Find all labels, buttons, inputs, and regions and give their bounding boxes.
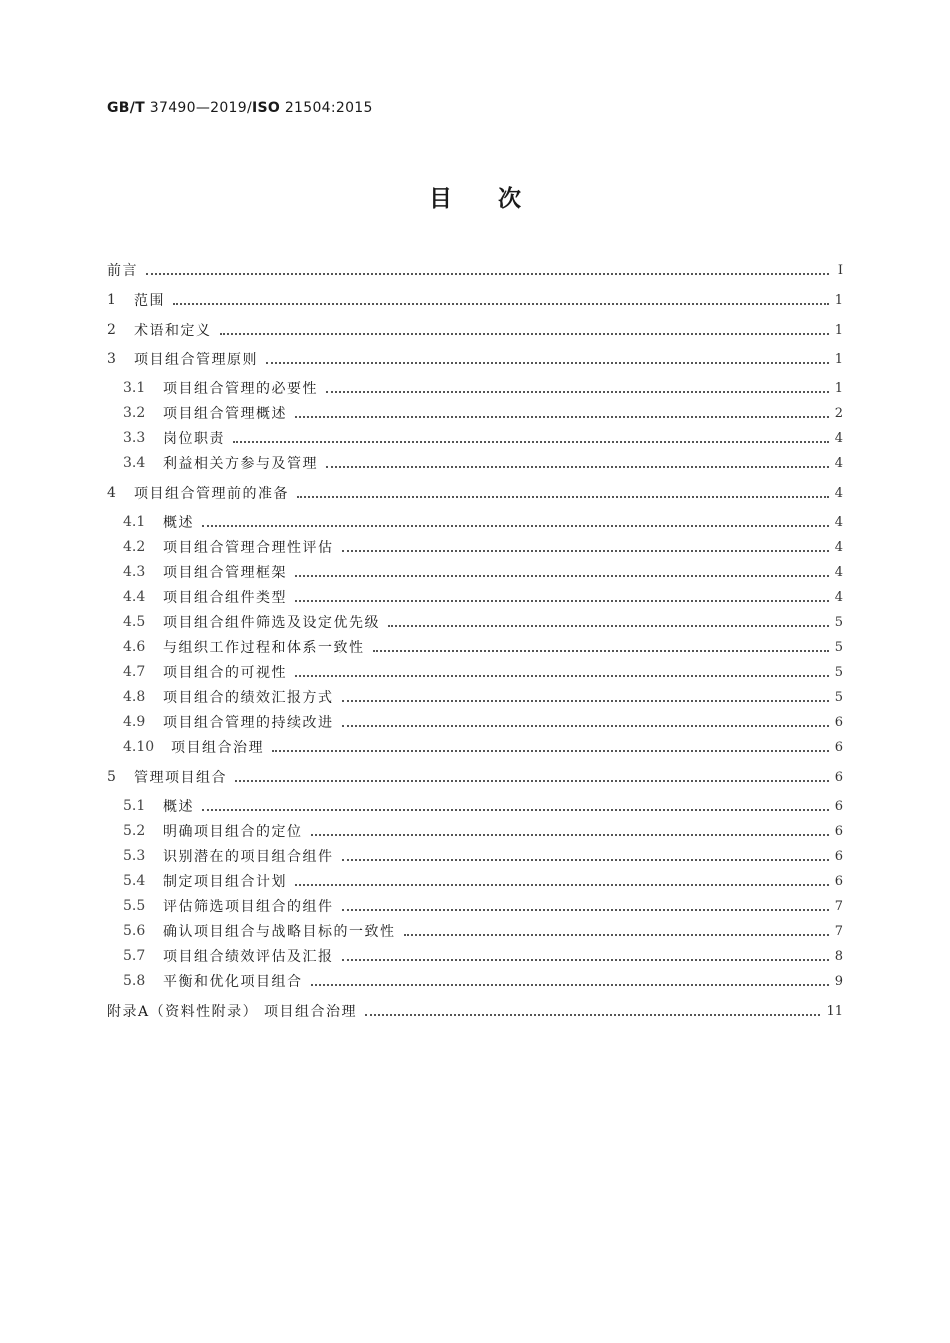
toc-leader-dots [295, 416, 829, 418]
toc-entry-title: 评估筛选项目组合的组件 [163, 899, 334, 915]
toc-entry[interactable] [107, 426, 843, 450]
toc-entry-title: 利益相关方参与及管理 [163, 456, 318, 472]
toc-leader-dots [173, 303, 829, 305]
toc-entry[interactable] [107, 258, 843, 282]
toc-entry-title: 识别潜在的项目组合组件 [163, 849, 334, 865]
toc-entry-number: 4.7 [123, 664, 146, 680]
toc-entry-title: 项目组合绩效评估及汇报 [163, 949, 334, 965]
toc-entry-number: 2 [107, 322, 116, 338]
toc-entry-page: 5 [834, 664, 843, 680]
toc-entry-title: 项目组合组件类型 [163, 590, 287, 606]
toc-leader-dots [233, 441, 829, 443]
toc-leader-dots [311, 984, 829, 986]
toc-entry[interactable] [107, 999, 843, 1023]
toc-entry[interactable] [107, 481, 843, 505]
toc-entry-title: 前言 [107, 263, 138, 279]
toc-entry-title: 项目组合管理的持续改进 [163, 715, 334, 731]
toc-leader-dots [235, 780, 829, 782]
toc-entry-page: 5 [834, 639, 843, 655]
toc-entry-number: 4.4 [123, 589, 146, 605]
toc-leader-dots [272, 750, 829, 752]
toc-leader-dots [326, 391, 829, 393]
toc-entry[interactable] [107, 765, 843, 789]
toc-entry[interactable] [107, 347, 843, 371]
toc-entry[interactable] [107, 288, 843, 312]
toc-entry-page: 4 [834, 485, 843, 501]
toc-entry-page: 6 [834, 769, 843, 785]
toc-leader-dots [342, 959, 829, 961]
toc-entry[interactable] [107, 585, 843, 609]
toc-leader-dots [295, 600, 829, 602]
toc-entry[interactable] [107, 710, 843, 734]
toc-leader-dots [202, 525, 829, 527]
toc-entry-page: 1 [834, 322, 843, 338]
toc-entry-number: 4.8 [123, 689, 146, 705]
toc-entry-number: 5.8 [123, 973, 146, 989]
toc-entry-title: 概述 [163, 515, 194, 531]
toc-entry-page: 6 [834, 823, 843, 839]
toc-entry-number: 4.2 [123, 539, 146, 555]
toc-entry-number: 5 [107, 769, 116, 785]
toc-entry-number: 4.5 [123, 614, 146, 630]
toc-entry-page: 1 [834, 380, 843, 396]
toc-entry-number: 5.1 [123, 798, 146, 814]
toc-entry-page: 6 [834, 739, 843, 755]
standard-number-gb: 37490—2019/ [149, 100, 252, 116]
toc-entry-title: 项目组合管理的必要性 [163, 381, 318, 397]
toc-entry[interactable] [107, 919, 843, 943]
toc-leader-dots [295, 884, 829, 886]
toc-leader-dots [266, 362, 829, 364]
standard-number [107, 100, 373, 116]
toc-leader-dots [342, 700, 829, 702]
toc-entry-page: 4 [834, 539, 843, 555]
toc-entry[interactable] [107, 660, 843, 684]
toc-entry-page: 5 [834, 614, 843, 630]
toc-leader-dots [295, 575, 829, 577]
toc-entry-title: 术语和定义 [134, 323, 212, 339]
toc-entry-number: 3.1 [123, 380, 146, 396]
toc-entry[interactable] [107, 401, 843, 425]
toc-entry-title: 与组织工作过程和体系一致性 [163, 640, 365, 656]
toc-entry[interactable] [107, 894, 843, 918]
toc-entry-number: 3.3 [123, 430, 146, 446]
standard-code-iso: ISO [251, 100, 281, 116]
toc-entry-title: 项目组合的可视性 [163, 665, 287, 681]
toc-entry-title: 概述 [163, 799, 194, 815]
toc-entry-title: 范围 [134, 293, 165, 309]
toc-entry-number: 4 [107, 485, 116, 501]
toc-leader-dots [202, 809, 829, 811]
toc-entry-number: 3.4 [123, 455, 146, 471]
toc-entry-page: 4 [834, 564, 843, 580]
toc-entry-number: 4.9 [123, 714, 146, 730]
toc-entry-title: 项目组合的绩效汇报方式 [163, 690, 334, 706]
toc-entry-title: 项目组合组件筛选及设定优先级 [163, 615, 380, 631]
toc-entry[interactable] [107, 869, 843, 893]
toc-entry-number: 5.4 [123, 873, 146, 889]
toc-entry-number: 3.2 [123, 405, 146, 421]
toc-leader-dots [342, 859, 829, 861]
toc-leader-dots [388, 625, 829, 627]
toc-entry-title: 明确项目组合的定位 [163, 824, 303, 840]
toc-entry[interactable] [107, 510, 843, 534]
toc-entry-title: 项目组合管理概述 [163, 406, 287, 422]
toc-entry[interactable] [107, 735, 843, 759]
toc-entry[interactable] [107, 535, 843, 559]
toc-entry[interactable] [107, 819, 843, 843]
toc-leader-dots [311, 834, 829, 836]
toc-entry-page: 4 [834, 430, 843, 446]
standard-code-gb: GB/T [107, 100, 146, 116]
toc-entry-number: 5.5 [123, 898, 146, 914]
toc-entry-title: 附录A（资料性附录） 项目组合治理 [107, 1004, 358, 1020]
toc-leader-dots [297, 496, 829, 498]
toc-leader-dots [295, 675, 829, 677]
toc-entry[interactable] [107, 560, 843, 584]
toc-entry[interactable] [107, 685, 843, 709]
toc-entry-title: 制定项目组合计划 [163, 874, 287, 890]
toc-entry-number: 4.6 [123, 639, 146, 655]
toc-entry-page: 4 [834, 455, 843, 471]
toc-entry-page: 2 [834, 405, 843, 421]
standard-number-iso: 21504:2015 [284, 100, 373, 116]
toc-leader-dots [342, 725, 829, 727]
toc-leader-dots [373, 650, 829, 652]
toc-leader-dots [365, 1014, 820, 1016]
toc-entry-page: 6 [834, 873, 843, 889]
toc-entry-page: 1 [834, 351, 843, 367]
toc-leader-dots [326, 466, 829, 468]
toc-entry[interactable] [107, 318, 843, 342]
toc-entry-page: 7 [834, 898, 843, 914]
toc-entry-title: 平衡和优化项目组合 [163, 974, 303, 990]
toc-entry-number: 4.10 [123, 739, 155, 755]
toc-entry-title: 管理项目组合 [134, 770, 227, 786]
toc-leader-dots [146, 273, 829, 275]
toc-entry-title: 项目组合管理原则 [134, 352, 258, 368]
toc-entry-number: 1 [107, 292, 116, 308]
toc-entry-number: 5.7 [123, 948, 146, 964]
toc-entry-title: 确认项目组合与战略目标的一致性 [163, 924, 396, 940]
toc-entry-page: 1 [834, 292, 843, 308]
toc-entry-title: 岗位职责 [163, 431, 225, 447]
toc-entry[interactable] [107, 794, 843, 818]
toc-entry[interactable] [107, 944, 843, 968]
toc-entry-page: Ⅰ [837, 262, 843, 278]
toc-entry-number: 5.6 [123, 923, 146, 939]
toc-entry-title: 项目组合管理前的准备 [134, 486, 289, 502]
toc-entry-page: 6 [834, 798, 843, 814]
toc-entry[interactable] [107, 844, 843, 868]
toc-entry-title: 项目组合治理 [171, 740, 264, 756]
toc-entry-number: 5.3 [123, 848, 146, 864]
toc-entry-title: 项目组合管理框架 [163, 565, 287, 581]
toc-entry-page: 4 [834, 589, 843, 605]
toc-entry-title: 项目组合管理合理性评估 [163, 540, 334, 556]
toc-entry-page: 9 [834, 973, 843, 989]
toc-entry-page: 5 [834, 689, 843, 705]
toc-entry[interactable] [107, 610, 843, 634]
toc-entry-number: 4.3 [123, 564, 146, 580]
toc-leader-dots [404, 934, 829, 936]
toc-entry-page: 6 [834, 848, 843, 864]
toc-entry-number: 3 [107, 351, 116, 367]
toc-entry-page: 11 [826, 1003, 843, 1019]
toc-leader-dots [342, 550, 829, 552]
toc-entry-number: 4.1 [123, 514, 146, 530]
toc-entry-page: 8 [834, 948, 843, 964]
toc-entry-page: 4 [834, 514, 843, 530]
toc-entry-page: 7 [834, 923, 843, 939]
toc-leader-dots [220, 333, 829, 335]
toc-title: 目次 [429, 186, 567, 212]
toc-leader-dots [342, 909, 829, 911]
toc-entry[interactable] [107, 376, 843, 400]
toc-entry[interactable] [107, 969, 843, 993]
toc-entry-page: 6 [834, 714, 843, 730]
toc-entry[interactable] [107, 451, 843, 475]
toc-entry-number: 5.2 [123, 823, 146, 839]
toc-entry[interactable] [107, 635, 843, 659]
